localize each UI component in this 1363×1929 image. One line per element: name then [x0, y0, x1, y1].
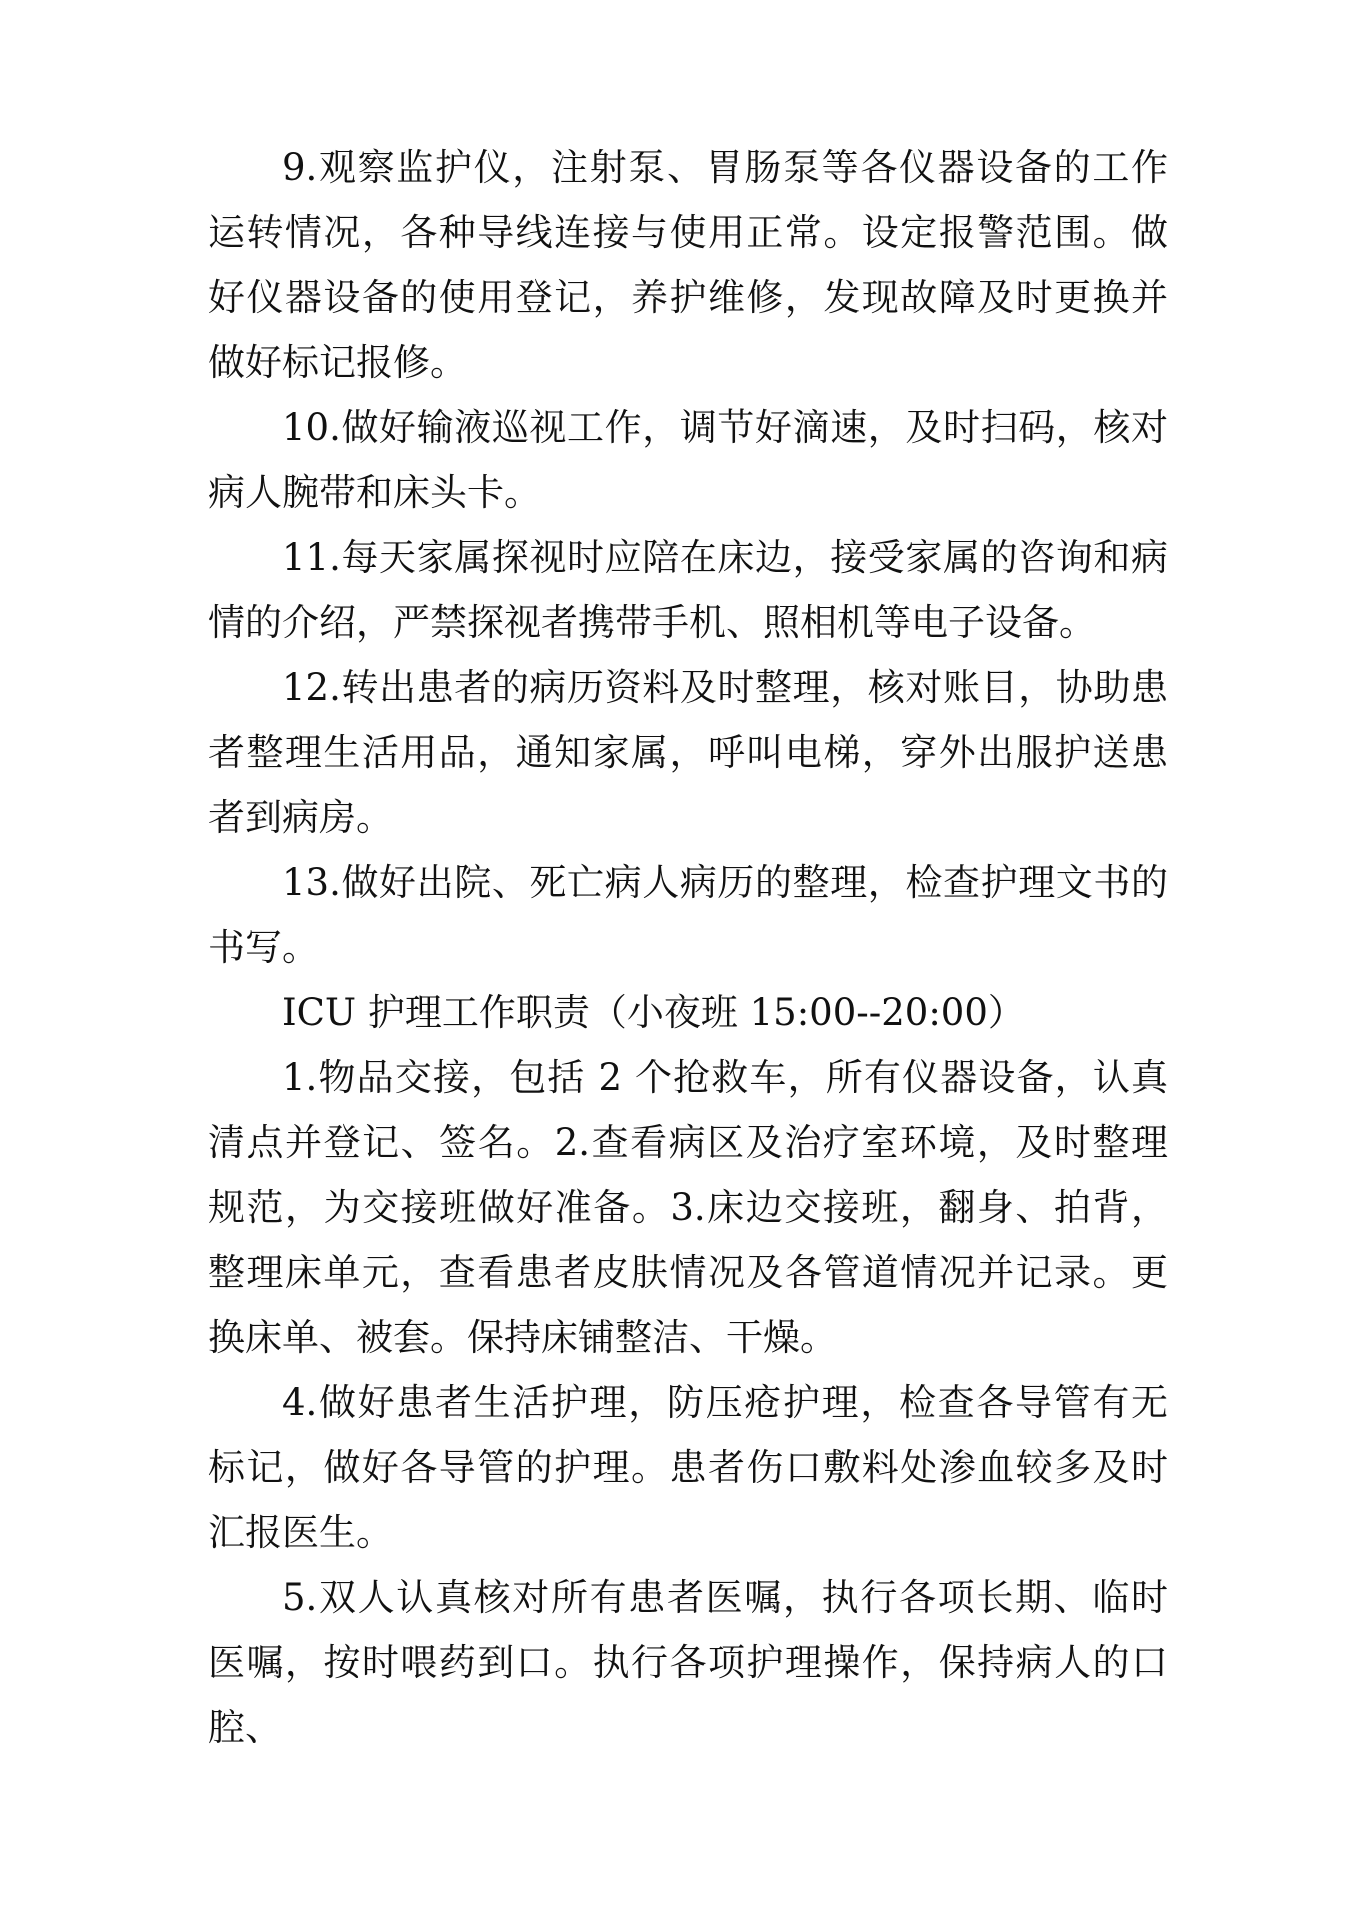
document-body	[208, 135, 1168, 1760]
paragraph-item-10: 10.做好输液巡视工作，调节好滴速，及时扫码，核对病人腕带和床头卡。	[208, 406, 1168, 514]
paragraph-item-4: 4.做好患者生活护理，防压疮护理，检查各导管有无标记，做好各导管的护理。患者伤口敷料处渗血较多及时汇报医生。	[208, 1381, 1168, 1554]
paragraph-item-1-3: 1.物品交接，包括 2 个抢救车，所有仪器设备，认真清点并登记、签名。2.查看病区及治疗室环境，及时整理规范，为交接班做好准备。3.床边交接班，翻身、拍背，整理床单元，查看患者皮肤情况及各管道情况并记录。更换床单、被套。保持床铺整洁、干燥。	[208, 1056, 1168, 1359]
paragraph-item-9: 9.观察监护仪，注射泵、胃肠泵等各仪器设备的工作运转情况，各种导线连接与使用正常。设定报警范围。做好仪器设备的使用登记，养护维修，发现故障及时更换并做好标记报修。	[208, 146, 1168, 384]
paragraph-item-13: 13.做好出院、死亡病人病历的整理，检查护理文书的书写。	[208, 861, 1168, 969]
section-heading: ICU 护理工作职责（小夜班 15:00--20:00）	[282, 991, 1025, 1034]
paragraph-item-11: 11.每天家属探视时应陪在床边，接受家属的咨询和病情的介绍，严禁探视者携带手机、照相机等电子设备。	[208, 536, 1168, 644]
paragraph-item-12: 12.转出患者的病历资料及时整理，核对账目，协助患者整理生活用品，通知家属，呼叫电梯，穿外出服护送患者到病房。	[208, 666, 1168, 839]
paragraph-item-5: 5.双人认真核对所有患者医嘱，执行各项长期、临时医嘱，按时喂药到口。执行各项护理操作，保持病人的口腔、	[208, 1576, 1168, 1749]
